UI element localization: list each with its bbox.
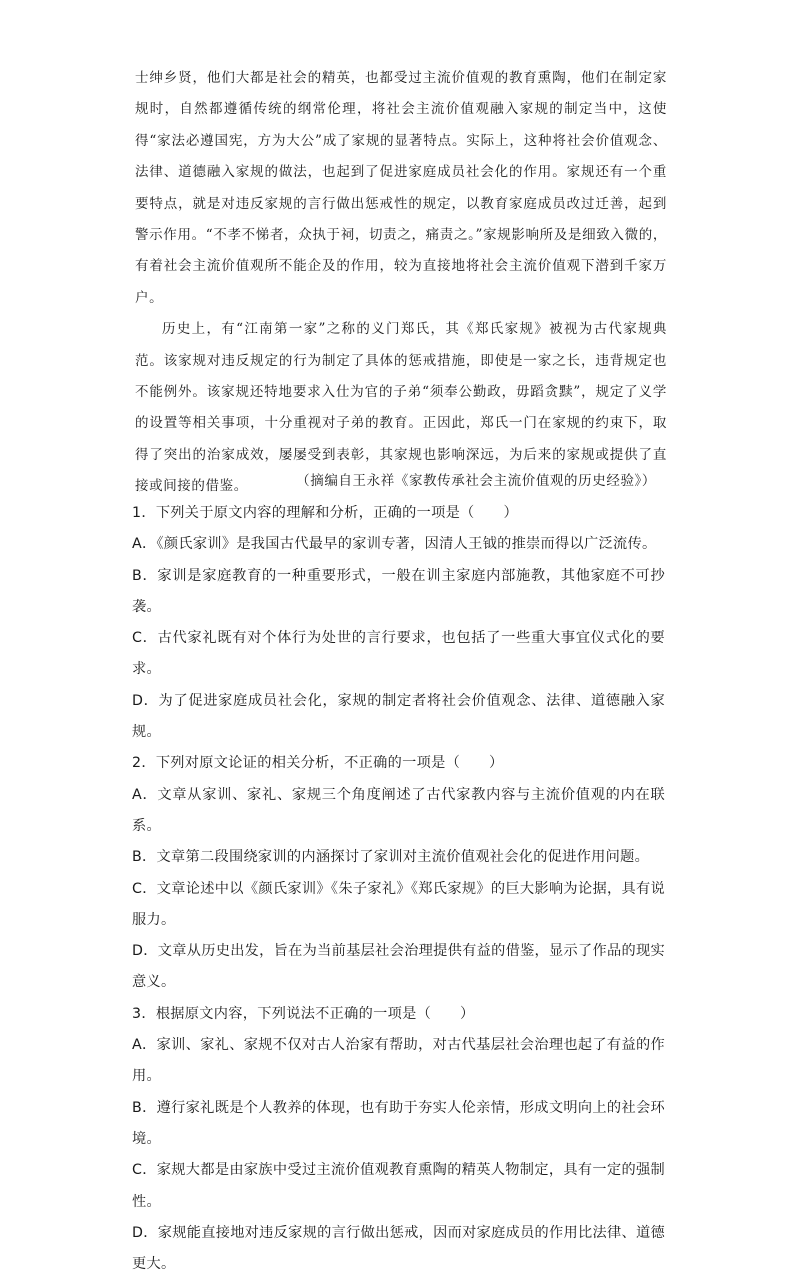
- option-d: D．文章从历史出发，旨在为当前基层社会治理提供有益的借鉴，显示了作品的现实意义。: [132, 943, 665, 991]
- passage-paragraph: 士绅乡贤，他们大都是社会的精英，也都受过主流价值观的教育熏陶，他们在制定家规时，自然都遵循传统的纲常伦理，将社会主流价值观融入家规的制定当中，这使得“家法必遵国宪，方为大公”成了家规的显著特点。实际上，这种将社会价值观念、法律、道德融入家规的做法，也起到了促进家庭成员社会化的作用。家规还有一个重要特点，就是对违反家规的言行做出惩戒性的规定，以教育家庭成员改过迁善，起到警示作用。“不孝不悌者，众执于祠，切责之，痛责之。”家规影响所及是细致入微的，有着社会主流价值观所不能企及的作用，较为直接地将社会主流价值观下潜到千家万户。: [135, 70, 667, 306]
- option-c: C．古代家礼既有对个体行为处世的言行要求，也包括了一些重大事宜仪式化的要求。: [132, 630, 665, 678]
- question-stem: 2．下列对原文论证的相关分析，不正确的一项是（ ）: [132, 755, 504, 772]
- option-c: C．家规大都是由家族中受过主流价值观教育熏陶的精英人物制定，具有一定的强制性。: [132, 1162, 665, 1210]
- question-list: [132, 498, 665, 1280]
- question-3: [132, 999, 665, 1280]
- question-1: [132, 498, 665, 748]
- option-d: D．为了促进家庭成员社会化，家规的制定者将社会价值观念、法律、道德融入家规。: [132, 692, 665, 741]
- option-d: D．家规能直接地对违反家规的言行做出惩戒，因而对家庭成员的作用比法律、道德更大。: [132, 1224, 665, 1273]
- option-c: C．文章论述中以《颜氏家训》《朱子家礼》《郑氏家规》的巨大影响为论据，具有说服力。: [132, 880, 665, 928]
- question-stem: 3．根据原文内容，下列说法不正确的一项是（ ）: [132, 1005, 475, 1022]
- option-a: A．《颜氏家训》是我国古代最早的家训专著，因清人王钺的推崇而得以广泛流传。: [132, 536, 657, 553]
- option-a: A．家训、家礼、家规不仅对古人治家有帮助，对古代基层社会治理也起了有益的作用。: [132, 1037, 665, 1085]
- option-b: B．文章第二段围绕家训的内涵探讨了家训对主流价值观社会化的促进作用问题。: [132, 849, 650, 866]
- question-2: [132, 748, 665, 998]
- passage-paragraph: 历史上，有“江南第一家”之称的义门郑氏，其《郑氏家规》被视为古代家规典范。该家规对违反规定的行为制定了具体的惩戒措施，即使是一家之长，违背规定也不能例外。该家规还特地要求入仕为官的子弟“须奉公勤政，毋蹈贪黩”，规定了义学的设置等相关事项，十分重视对子弟的教育。正因此，郑氏一门在家规的约束下，取得了突出的治家成效，屡屡受到表彰，其家规也影响深远，为后来的家规或提供了直接或间接的借鉴。: [135, 321, 667, 495]
- option-b: B．遵行家礼既是个人教养的体现，也有助于夯实人伦亲情，形成文明向上的社会环境。: [132, 1099, 665, 1147]
- passage-source-citation: （摘编自王永祥《家教传承社会主流价值观的历史经验》）: [296, 473, 656, 489]
- option-a: A．文章从家训、家礼、家规三个角度阐述了古代家教内容与主流价值观的内在联系。: [132, 786, 665, 834]
- reading-passage: [135, 63, 667, 503]
- option-b: B．家训是家庭教育的一种重要形式，一般在训主家庭内部施教，其他家庭不可抄袭。: [132, 567, 665, 615]
- question-stem: 1．下列关于原文内容的理解和分析，正确的一项是（ ）: [132, 505, 519, 521]
